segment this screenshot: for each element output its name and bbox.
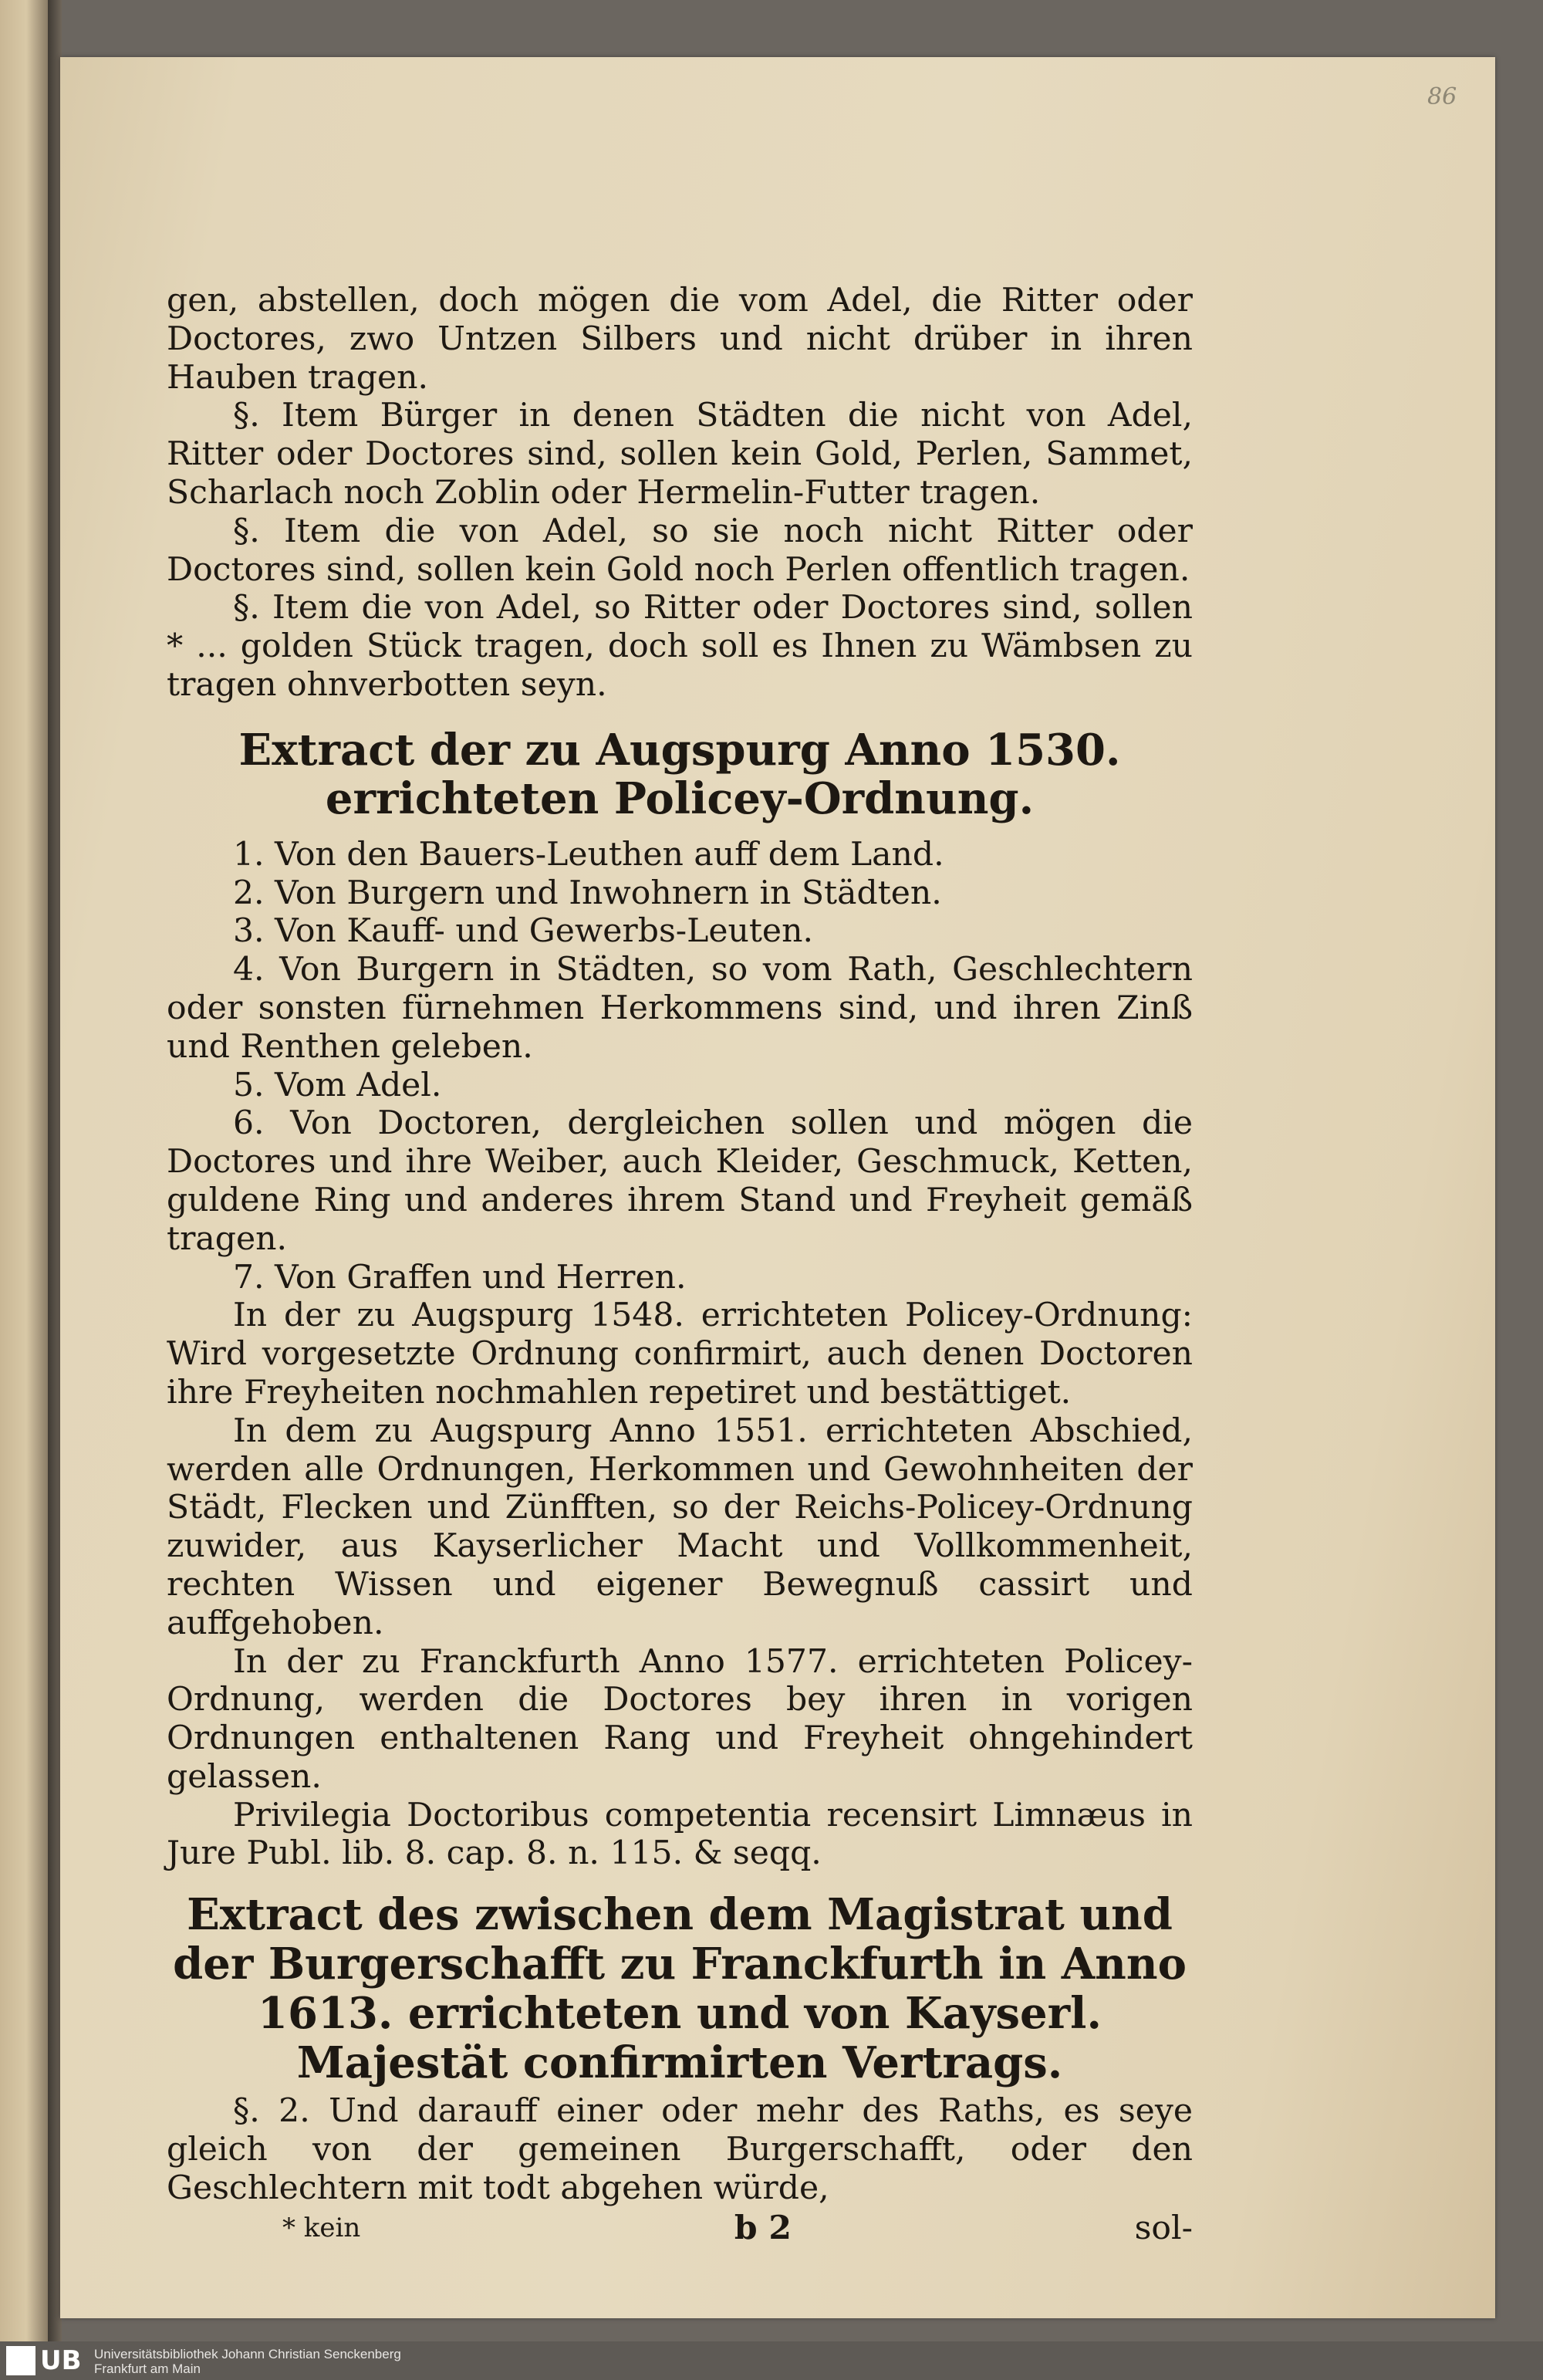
paragraph-item-adel-ritter: §. Item die von Adel, so Ritter oder Doctores sind, sollen * ... golden Stück tragen, doch soll es Ihnen zu Wämbsen zu tragen ohnverbotten seyn.	[167, 589, 1193, 704]
paragraph-augspurg-1548: In der zu Augspurg 1548. errichteten Policey-Ordnung: Wird vorgesetzte Ordnung confirmirt, auch denen Doctoren ihre Freyheiten nochmahlen repetiret und bestättiget.	[167, 1296, 1193, 1411]
left-page-edge	[0, 0, 48, 2380]
library-name	[94, 2347, 401, 2376]
paragraph-item-adel: §. Item die von Adel, so sie noch nicht Ritter oder Doctores sind, sollen kein Gold noch Perlen offentlich tragen.	[167, 512, 1193, 589]
library-logo	[6, 2346, 89, 2375]
paragraph-franckfurth-1577: In der zu Franckfurth Anno 1577. errichteten Policey-Ordnung, werden die Doctores bey ihren in vorigen Ordnungen enthaltenen Rang und Freyheit ohngehindert gelassen.	[167, 1642, 1193, 1796]
list-item-6: 6. Von Doctoren, dergleichen sollen und mögen die Doctores und ihre Weiber, auch Kleider, Geschmuck, Ketten, guldene Ring und anderes ihrem Stand und Freyheit gemäß tragen.	[167, 1104, 1193, 1258]
library-logo-icon	[6, 2346, 35, 2375]
paragraph-section-2: §. 2. Und darauff einer oder mehr des Raths, es seye gleich von der gemeinen Burgerschafft, oder den Geschlechtern mit todt abgehen würde,	[167, 2092, 1193, 2207]
signature-mark: b 2	[734, 2208, 792, 2247]
section-heading-augspurg-1530: Extract der zu Augspurg Anno 1530. errichteten Policey-Ordnung.	[238, 724, 1121, 824]
catchword: sol-	[1134, 2209, 1193, 2247]
list-item-7: 7. Von Graffen und Herren.	[233, 1258, 687, 1296]
list-item-4: 4. Von Burgern in Städten, so vom Rath, Geschlechtern oder sonsten fürnehmen Herkommens sind, und ihren Zinß und Renthen geleben.	[167, 951, 1193, 1066]
list-item-1: 1. Von den Bauers-Leuthen auff dem Land.	[233, 835, 944, 874]
list-item-5: 5. Vom Adel.	[233, 1066, 442, 1104]
library-logo-text: UB	[40, 2345, 82, 2376]
list-item-2: 2. Von Burgern und Inwohnern in Städten.	[233, 874, 942, 912]
library-name-line2: Frankfurt am Main	[94, 2361, 201, 2376]
pencil-folio-note: 86	[1427, 83, 1457, 110]
section-heading-vertrag-1613: Extract des zwischen dem Magistrat und der Burgerschafft zu Franckfurth in Anno 1613. errichteten und von Kayserl. Majestät confirmirten Vertrags.	[173, 1889, 1187, 2089]
paragraph-item-burger: §. Item Bürger in denen Städten die nicht von Adel, Ritter oder Doctores sind, sollen kein Gold, Perlen, Sammet, Scharlach noch Zoblin oder Hermelin-Futter tragen.	[167, 397, 1193, 512]
paragraph-continuation: gen, abstellen, doch mögen die vom Adel, die Ritter oder Doctores, zwo Untzen Silbers und nicht drüber in ihren Hauben tragen.	[167, 282, 1193, 397]
page-footer	[167, 2209, 1193, 2248]
list-item-3: 3. Von Kauff- und Gewerbs-Leuten.	[233, 912, 813, 951]
paragraph-privilegia: Privilegia Doctoribus competentia recensirt Limnæus in Jure Publ. lib. 8. cap. 8. n. 115. & seqq.	[167, 1796, 1193, 1873]
paragraph-augspurg-1551: In dem zu Augspurg Anno 1551. errichteten Abschied, werden alle Ordnungen, Herkommen und Gewohnheiten der Städt, Flecken und Zünfften, so der Reichs-Policey-Ordnung zuwider, aus Kayserlicher Macht und Vollkommenheit, rechten Wissen und eigener Bewegnuß cassirt und auffgehoben.	[167, 1411, 1193, 1642]
library-name-line1: Universitätsbibliothek Johann Christian Senckenberg	[94, 2347, 401, 2361]
footnote-catchword: * kein	[282, 2212, 361, 2243]
page-text	[167, 282, 1193, 2247]
